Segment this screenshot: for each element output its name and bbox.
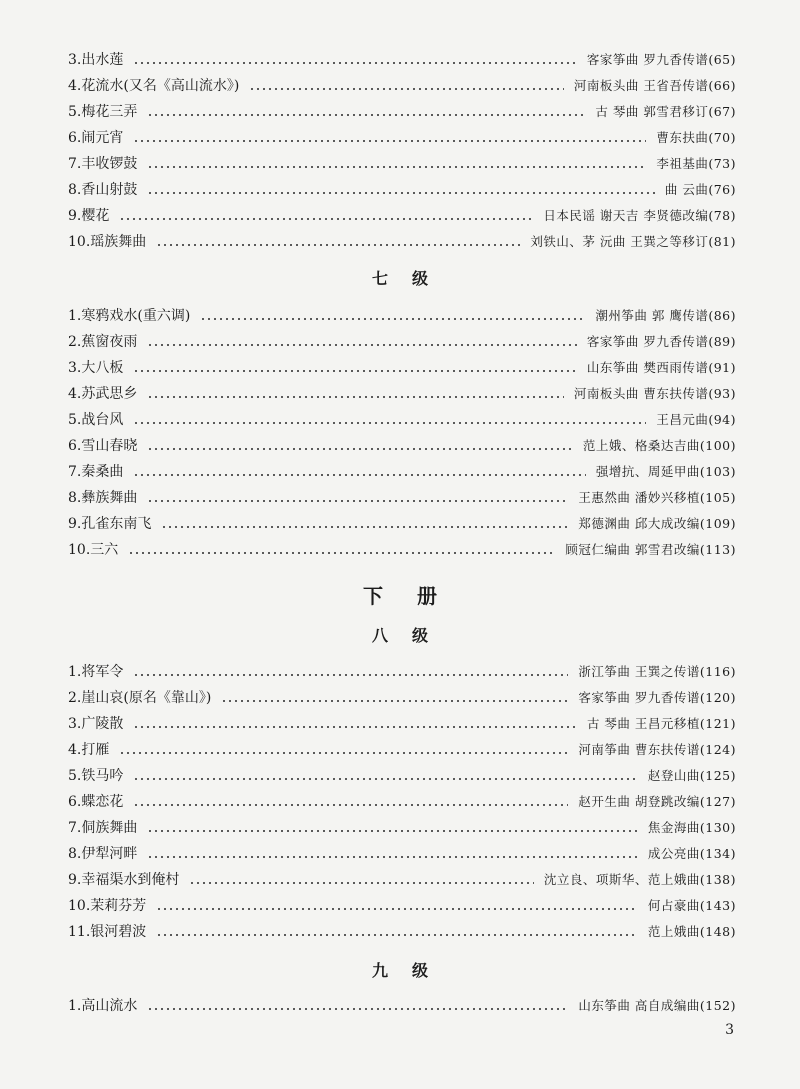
entry-credit: 沈立良、项斯华、范上娥曲(138)	[543, 872, 736, 887]
leader-dots	[133, 62, 577, 64]
leader-dots	[147, 114, 585, 116]
leader-dots	[147, 192, 655, 194]
toc-entry[interactable]	[68, 485, 736, 511]
toc-entry[interactable]	[68, 815, 736, 841]
entry-credit: 范上娥曲(148)	[647, 924, 736, 939]
entry-credit: 王昌元曲(94)	[656, 412, 736, 427]
entry-credit: 何占豪曲(143)	[647, 898, 736, 913]
entry-credit: 浙江筝曲 王巽之传谱(116)	[578, 664, 736, 679]
toc-entry[interactable]	[68, 685, 736, 711]
section-heading-grade-7: 七级	[371, 269, 452, 288]
entry-credit: 王惠然曲 潘妙兴移植(105)	[578, 490, 736, 505]
leader-dots	[200, 318, 585, 320]
entry-credit: 曲 云曲(76)	[664, 182, 736, 197]
toc-entry[interactable]	[68, 381, 736, 407]
leader-dots	[133, 140, 646, 142]
entry-title: 4.打雁	[68, 742, 110, 758]
toc-entry[interactable]	[68, 229, 736, 255]
entry-title: 3.大八板	[68, 360, 124, 376]
entry-credit: 赵登山曲(125)	[647, 768, 736, 783]
entry-credit: 曹东扶曲(70)	[656, 130, 736, 145]
leader-dots	[147, 1008, 568, 1010]
toc-section-grade-9	[68, 993, 736, 1019]
entry-credit: 范上娥、格桑达吉曲(100)	[582, 438, 736, 453]
leader-dots	[133, 778, 638, 780]
entry-credit: 古 琴曲 王昌元移植(121)	[586, 716, 736, 731]
entry-title: 6.蝶恋花	[68, 794, 124, 810]
entry-credit: 顾冠仁编曲 郭雪君改编(113)	[565, 542, 736, 557]
leader-dots	[147, 448, 573, 450]
entry-credit: 河南板头曲 曹东扶传谱(93)	[573, 386, 736, 401]
toc-entry[interactable]	[68, 433, 736, 459]
toc-entry[interactable]	[68, 459, 736, 485]
entry-title: 6.雪山春晓	[68, 438, 138, 454]
leader-dots	[133, 674, 568, 676]
entry-title: 7.丰收锣鼓	[68, 156, 138, 172]
toc-entry[interactable]	[68, 841, 736, 867]
entry-credit: 李祖基曲(73)	[656, 156, 736, 171]
entry-title: 4.花流水(又名《高山流水》)	[68, 78, 240, 94]
leader-dots	[147, 830, 638, 832]
entry-credit: 山东筝曲 高自成编曲(152)	[578, 998, 736, 1013]
toc-entry[interactable]	[68, 867, 736, 893]
entry-credit: 河南筝曲 曹东扶传谱(124)	[578, 742, 736, 757]
leader-dots	[156, 908, 638, 910]
toc-entry[interactable]	[68, 737, 736, 763]
entry-title: 8.香山射鼓	[68, 182, 138, 198]
entry-credit: 客家筝曲 罗九香传谱(120)	[578, 690, 736, 705]
entry-title: 7.侗族舞曲	[68, 820, 138, 836]
entry-title: 9.孔雀东南飞	[68, 516, 152, 532]
entry-credit: 刘铁山、茅 沅曲 王巽之等移订(81)	[530, 234, 736, 249]
entry-title: 10.瑶族舞曲	[68, 234, 147, 250]
toc-entry[interactable]	[68, 919, 736, 945]
entry-title: 1.将军令	[68, 664, 124, 680]
entry-title: 8.伊犁河畔	[68, 846, 138, 862]
toc-entry[interactable]	[68, 151, 736, 177]
toc-entry[interactable]	[68, 789, 736, 815]
toc-entry[interactable]	[68, 329, 736, 355]
section-heading-grade-8: 八级	[371, 626, 452, 645]
entry-title: 7.秦桑曲	[68, 464, 124, 480]
toc-entry[interactable]	[68, 177, 736, 203]
toc-entry[interactable]	[68, 47, 736, 73]
leader-dots	[147, 500, 568, 502]
entry-credit: 客家筝曲 罗九香传谱(89)	[586, 334, 736, 349]
entry-credit: 古 琴曲 郭雪君移订(67)	[595, 104, 736, 119]
leader-dots	[161, 526, 568, 528]
entry-title: 3.广陵散	[68, 716, 124, 732]
entry-title: 6.闹元宵	[68, 130, 124, 146]
toc-entry[interactable]	[68, 203, 736, 229]
toc-section-continued	[68, 47, 736, 255]
toc-section-grade-7	[68, 303, 736, 563]
toc-entry[interactable]	[68, 99, 736, 125]
page-number: 3	[725, 1022, 734, 1038]
leader-dots	[128, 552, 555, 554]
leader-dots	[156, 244, 520, 246]
leader-dots	[133, 726, 577, 728]
toc-entry[interactable]	[68, 73, 736, 99]
entry-credit: 客家筝曲 罗九香传谱(65)	[586, 52, 736, 67]
entry-credit: 成公亮曲(134)	[647, 846, 736, 861]
entry-credit: 强增抗、周延甲曲(103)	[595, 464, 736, 479]
entry-title: 10.三六	[68, 542, 119, 558]
leader-dots	[133, 370, 577, 372]
leader-dots	[147, 344, 577, 346]
leader-dots	[249, 88, 564, 90]
entry-title: 1.寒鸦戏水(重六调)	[68, 308, 191, 324]
leader-dots	[156, 934, 638, 936]
toc-entry[interactable]	[68, 125, 736, 151]
leader-dots	[147, 396, 564, 398]
section-heading-grade-9: 九级	[371, 961, 452, 980]
entry-title: 8.彝族舞曲	[68, 490, 138, 506]
entry-title: 5.梅花三弄	[68, 104, 138, 120]
leader-dots	[189, 882, 534, 884]
toc-section-grade-8	[68, 659, 736, 945]
entry-title: 2.崖山哀(原名《靠山》)	[68, 690, 212, 706]
leader-dots	[133, 804, 568, 806]
entry-credit: 郑德渊曲 邱大成改编(109)	[578, 516, 736, 531]
toc-entry[interactable]	[68, 355, 736, 381]
toc-entry[interactable]	[68, 711, 736, 737]
toc-entry[interactable]	[68, 763, 736, 789]
toc-entry[interactable]	[68, 511, 736, 537]
entry-title: 9.幸福渠水到俺村	[68, 872, 180, 888]
toc-entry[interactable]	[68, 407, 736, 433]
leader-dots	[221, 700, 568, 702]
volume-heading: 下册	[363, 584, 471, 608]
entry-title: 11.银河碧波	[68, 924, 147, 940]
leader-dots	[147, 856, 638, 858]
entry-title: 2.蕉窗夜雨	[68, 334, 138, 350]
entry-title: 10.茉莉芬芳	[68, 898, 147, 914]
entry-title: 4.苏武思乡	[68, 386, 138, 402]
entry-credit: 焦金海曲(130)	[647, 820, 736, 835]
entry-title: 1.高山流水	[68, 998, 138, 1014]
entry-credit: 赵开生曲 胡登跳改编(127)	[578, 794, 736, 809]
toc-entry[interactable]	[68, 993, 736, 1019]
entry-credit: 山东筝曲 樊西雨传谱(91)	[586, 360, 736, 375]
entry-title: 3.出水莲	[68, 52, 124, 68]
leader-dots	[147, 166, 646, 168]
leader-dots	[119, 752, 568, 754]
leader-dots	[119, 218, 533, 220]
leader-dots	[133, 474, 586, 476]
entry-title: 5.战台风	[68, 412, 124, 428]
leader-dots	[133, 422, 646, 424]
toc-entry[interactable]	[68, 893, 736, 919]
entry-title: 9.樱花	[68, 208, 110, 224]
toc-entry[interactable]	[68, 303, 736, 329]
entry-credit: 河南板头曲 王省吾传谱(66)	[573, 78, 736, 93]
entry-title: 5.铁马吟	[68, 768, 124, 784]
toc-entry[interactable]	[68, 659, 736, 685]
toc-entry[interactable]	[68, 537, 736, 563]
entry-credit: 潮州筝曲 郭 鹰传谱(86)	[595, 308, 736, 323]
entry-credit: 日本民谣 谢天吉 李贤德改编(78)	[543, 208, 736, 223]
